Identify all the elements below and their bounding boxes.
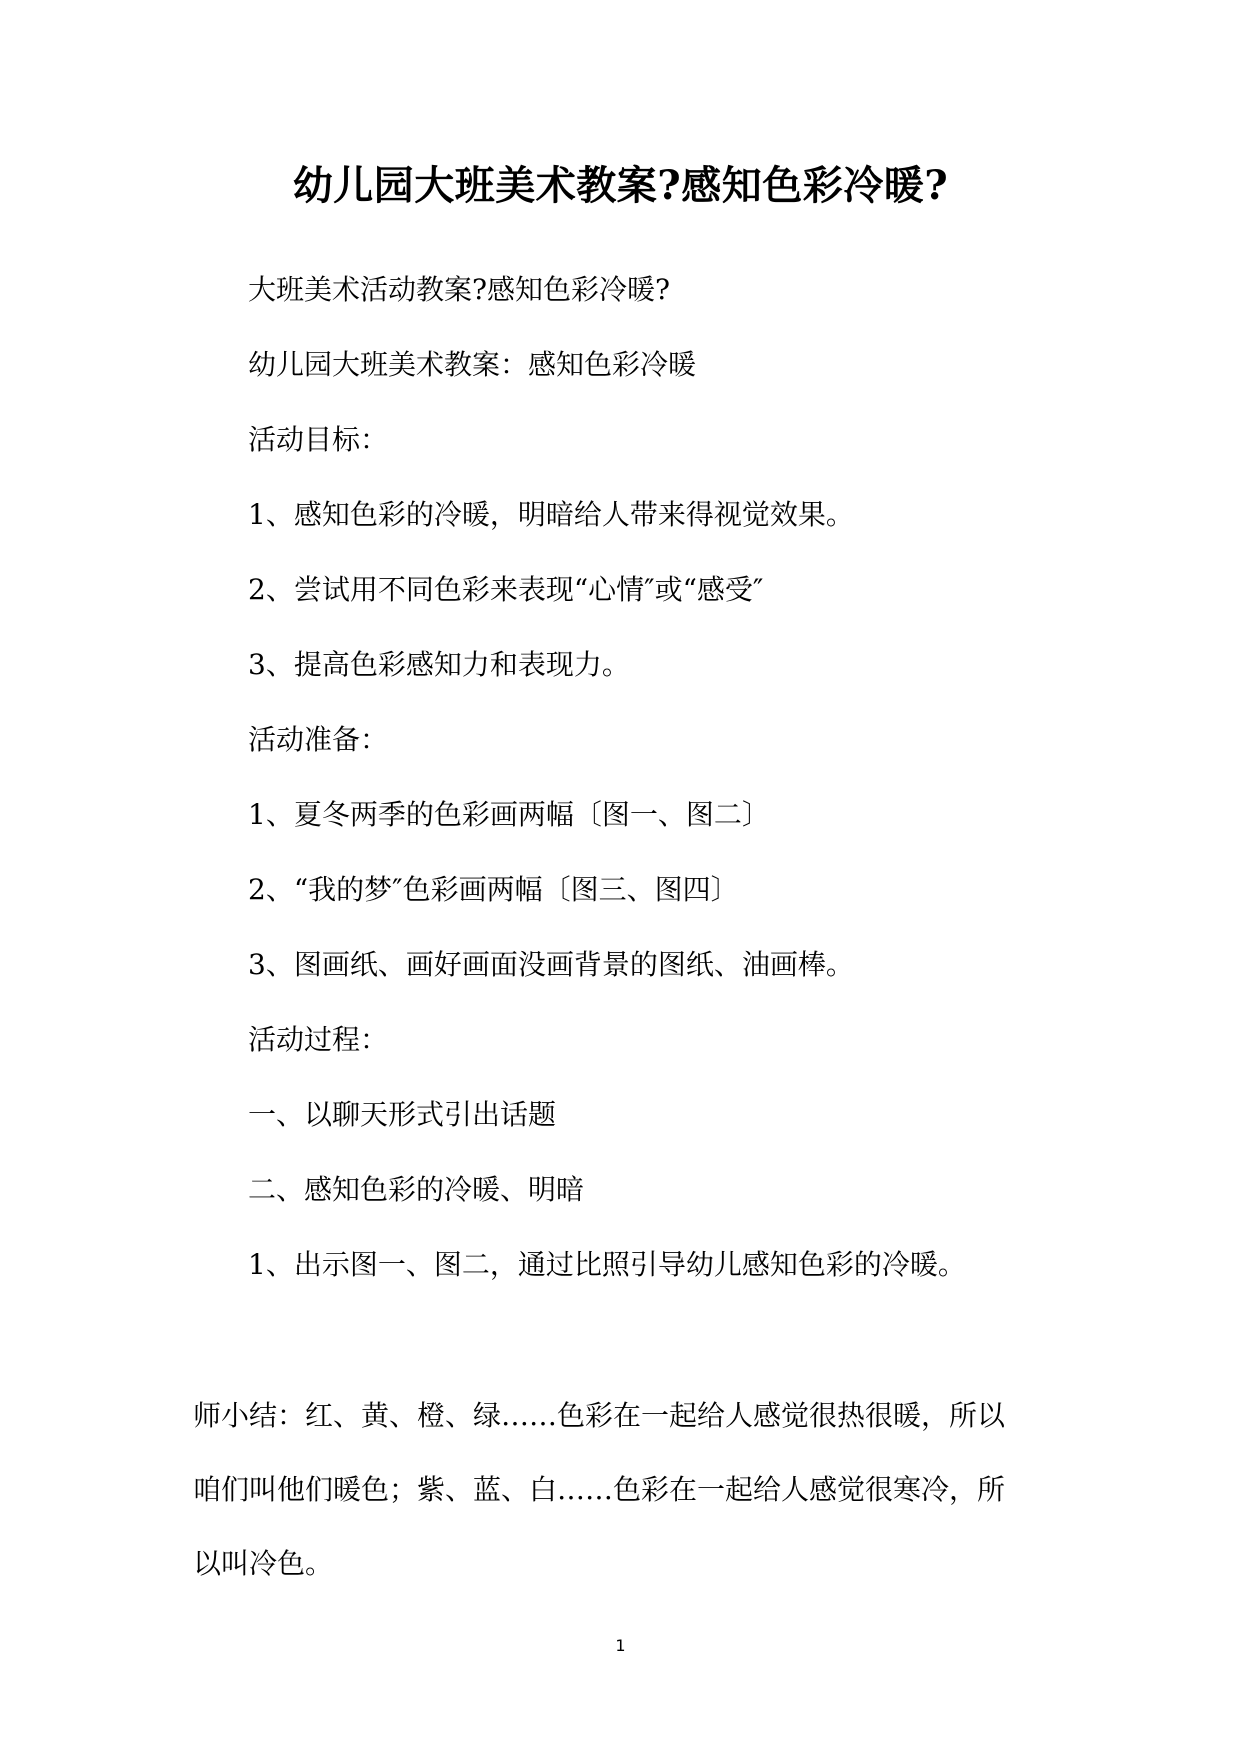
list-item: 1、夏冬两季的色彩画两幅〔图一、图二〕: [248, 798, 770, 831]
section-heading: 活动目标：: [248, 423, 389, 456]
list-item: 1、感知色彩的冷暖，明暗给人带来得视觉效果。: [248, 498, 854, 531]
teacher-summary: [193, 1396, 1038, 1618]
summary-line: 咱们叫他们暖色；紫、蓝、白……色彩在一起给人感觉很寒冷，所: [193, 1473, 1006, 1506]
document-title: 幼儿园大班美术教案?感知色彩冷暖?: [292, 162, 949, 209]
paragraph: 幼儿园大班美术教案：感知色彩冷暖: [248, 348, 697, 381]
list-item: 3、图画纸、画好画面没画背景的图纸、油画棒。: [248, 948, 854, 981]
list-item: 3、提高色彩感知力和表现力。: [248, 648, 630, 681]
section-heading: 活动过程：: [248, 1023, 389, 1056]
list-item: 一、以聊天形式引出话题: [248, 1098, 557, 1131]
list-item: 二、感知色彩的冷暖、明暗: [248, 1173, 585, 1206]
section-heading: 活动准备：: [248, 723, 389, 756]
list-item: 2、“我的梦″色彩画两幅〔图三、图四〕: [248, 873, 739, 906]
list-item: 2、尝试用不同色彩来表现“心情″或“感受″: [248, 573, 764, 606]
summary-line: 以叫冷色。: [193, 1547, 334, 1580]
page-number: 1: [615, 1636, 626, 1655]
paragraph: 大班美术活动教案?感知色彩冷暖?: [248, 273, 671, 306]
summary-line: 师小结：红、黄、橙、绿……色彩在一起给人感觉很热很暖，所以: [193, 1399, 1006, 1432]
list-item: 1、出示图一、图二，通过比照引导幼儿感知色彩的冷暖。: [248, 1248, 966, 1281]
